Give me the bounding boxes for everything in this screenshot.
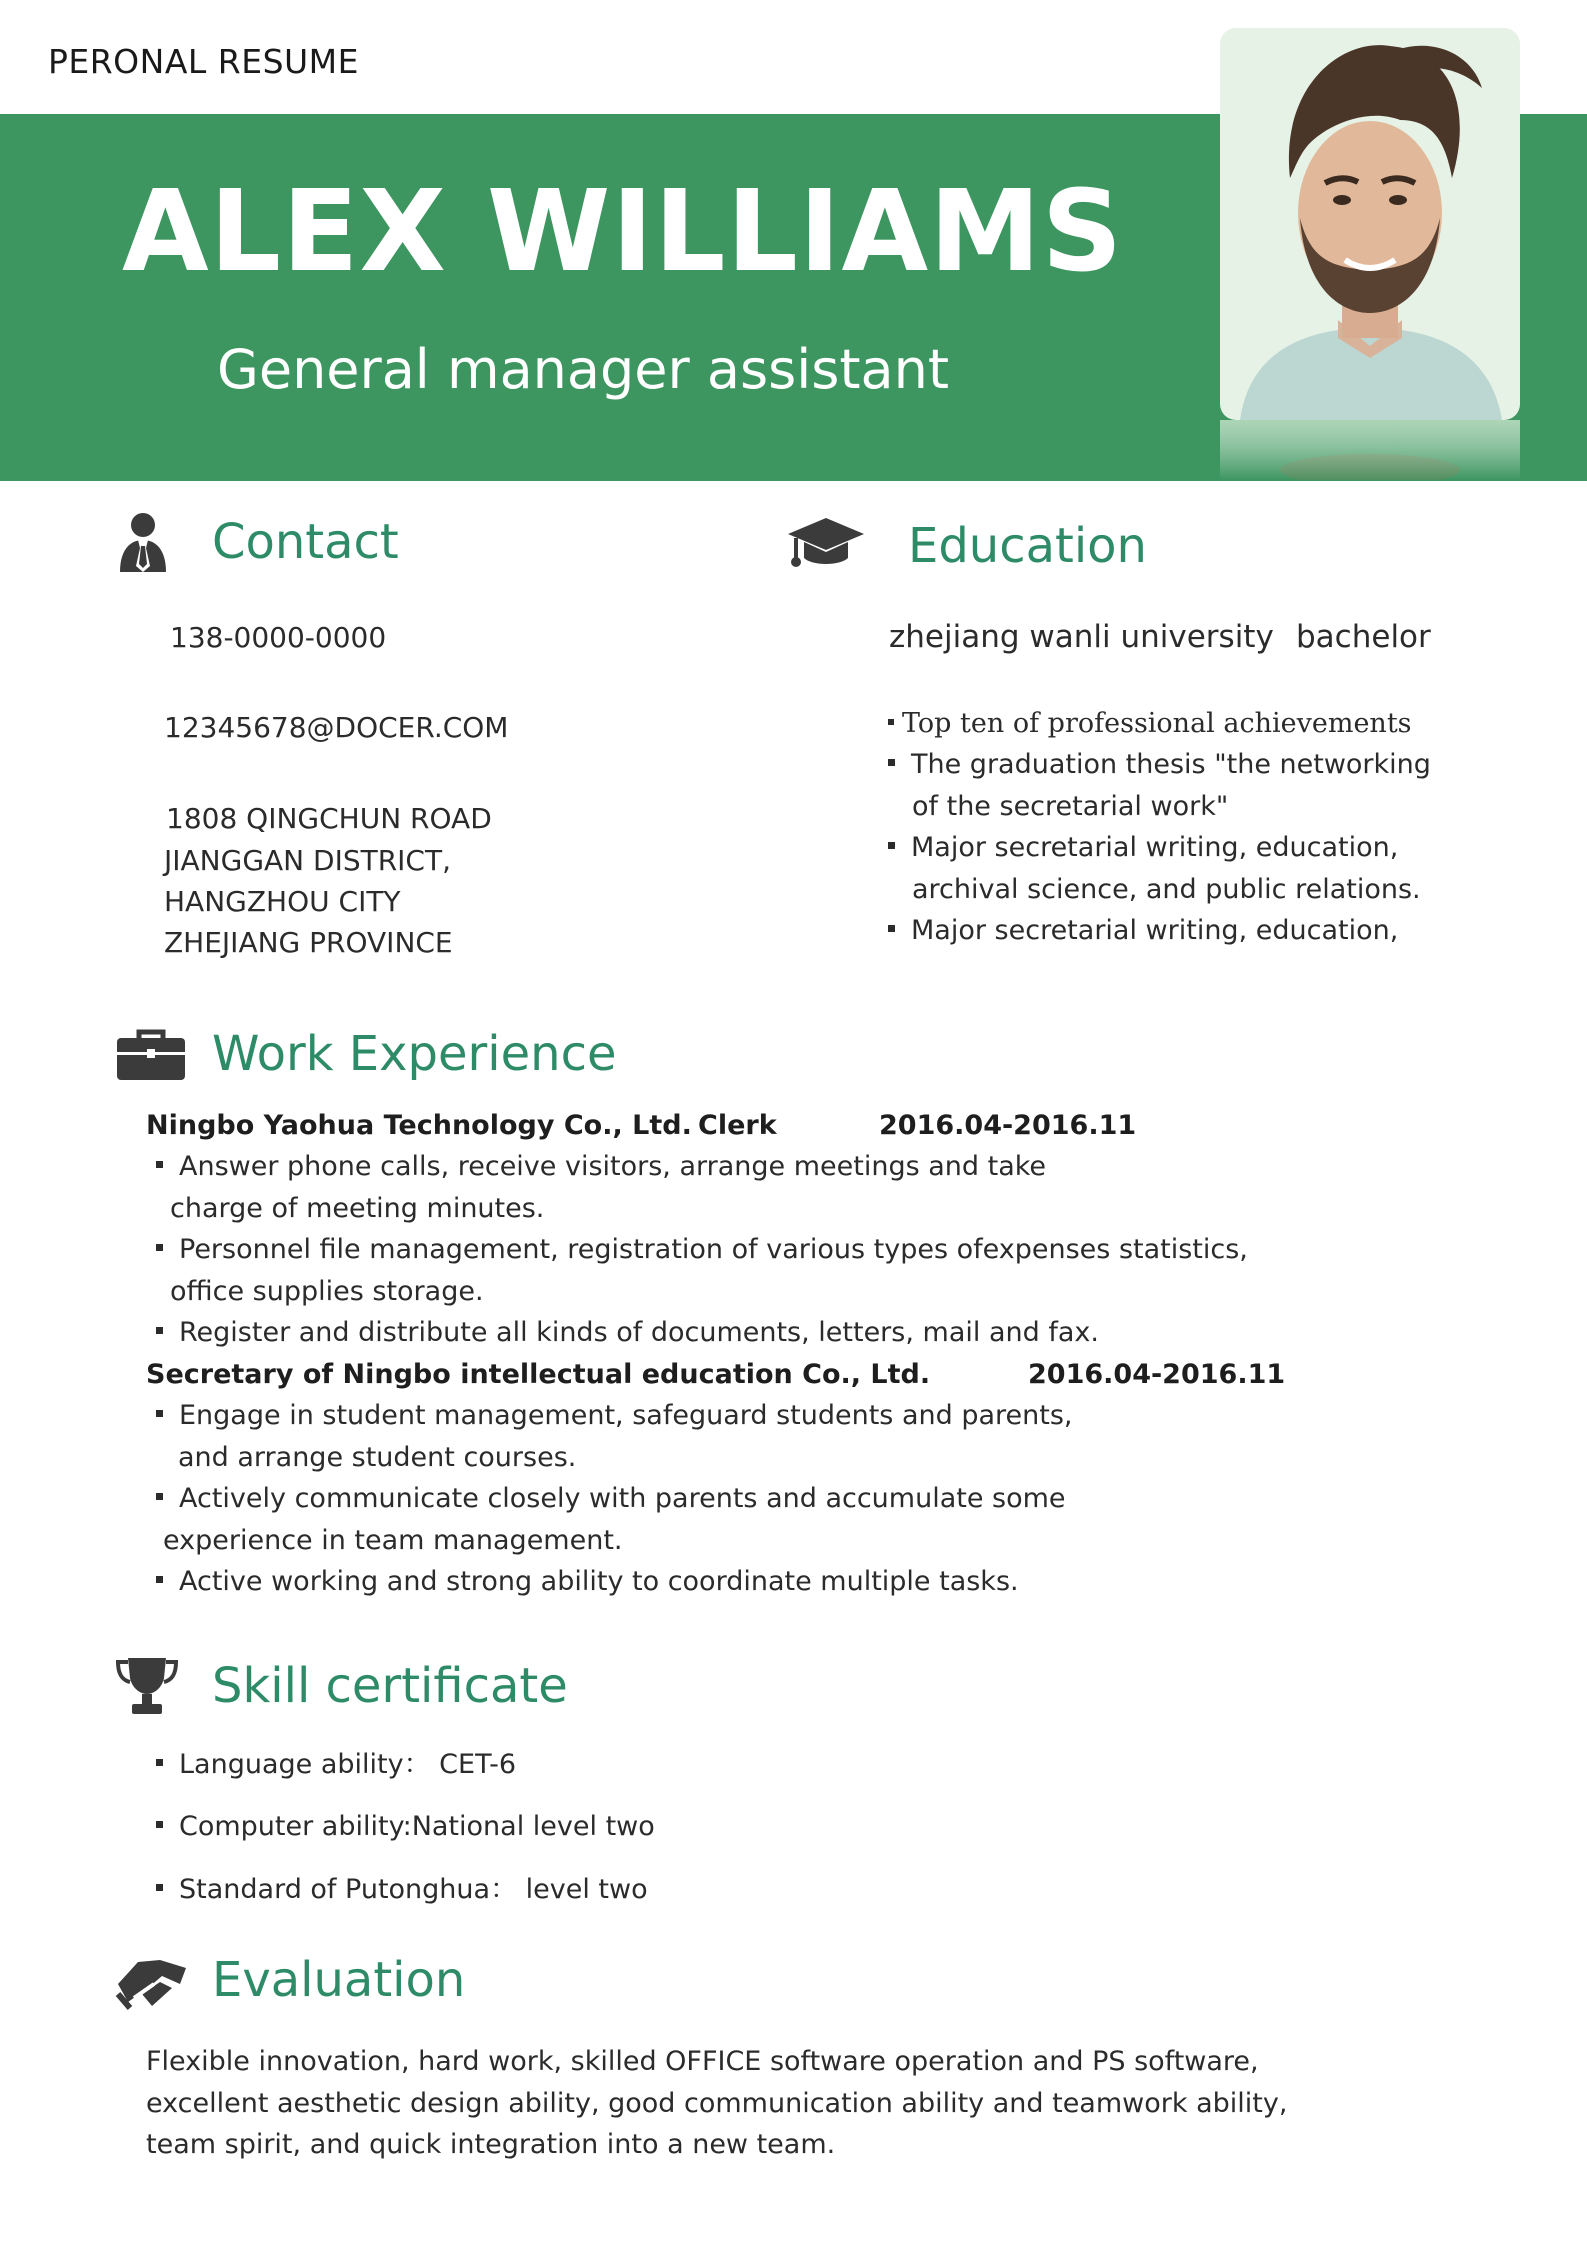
degree: bachelor — [1296, 619, 1431, 655]
skills-heading: Skill certificate — [212, 1658, 568, 1714]
address-line-1: 1808 QINGCHUN ROAD — [166, 802, 492, 835]
contact-heading: Contact — [212, 514, 399, 570]
person-icon — [112, 510, 174, 572]
education-item-continued: archival science, and public relations. — [912, 874, 1421, 905]
skill-item: Standard of Putonghua： level two — [156, 1876, 648, 1903]
education-item: Major secretarial writing, education, — [888, 917, 1398, 944]
trophy-icon — [114, 1654, 180, 1716]
job-1-duty-continued: office supplies storage. — [170, 1276, 484, 1307]
address-line-4: ZHEJIANG PROVINCE — [164, 926, 453, 959]
job-1-period: 2016.04-2016.11 — [879, 1110, 1137, 1141]
profile-photo — [1220, 28, 1520, 420]
evaluation-line: team spirit, and quick integration into a new team. — [146, 2129, 836, 2160]
skill-item: Language ability： CET-6 — [156, 1751, 516, 1778]
address-line-2: JIANGGAN DISTRICT, — [164, 844, 451, 877]
evaluation-heading: Evaluation — [212, 1952, 466, 2008]
job-1-duty: Register and distribute all kinds of documents, letters, mail and fax. — [156, 1319, 1099, 1346]
job-title: General manager assistant — [217, 338, 950, 401]
briefcase-icon — [115, 1028, 187, 1082]
job-1-duty: Answer phone calls, receive visitors, arrange meetings and take — [156, 1153, 1046, 1180]
job-1-duty-continued: charge of meeting minutes. — [170, 1193, 545, 1224]
job-2-duty: Engage in student management, safeguard students and parents, — [156, 1402, 1072, 1429]
job-2-period: 2016.04-2016.11 — [1028, 1359, 1286, 1390]
work-heading: Work Experience — [212, 1026, 617, 1082]
education-item: Top ten of professional achievements — [888, 710, 1412, 737]
candidate-name: ALEX WILLIAMS — [122, 167, 1124, 297]
contact-email: 12345678@DOCER.COM — [164, 711, 509, 744]
skill-item: Computer ability:National level two — [156, 1813, 655, 1840]
job-1-company: Ningbo Yaohua Technology Co., Ltd. — [146, 1110, 692, 1141]
contact-phone: 138-0000-0000 — [170, 621, 387, 654]
evaluation-line: excellent aesthetic design ability, good communication ability and teamwork ability, — [146, 2088, 1288, 2119]
education-item: Major secretarial writing, education, — [888, 834, 1398, 861]
address-line-3: HANGZHOU CITY — [164, 885, 401, 918]
job-1-role: Clerk — [698, 1110, 777, 1141]
job-1-duty: Personnel file management, registration of various types ofexpenses statistics, — [156, 1236, 1248, 1263]
job-2-duty: Active working and strong ability to coordinate multiple tasks. — [156, 1568, 1019, 1595]
handshake-icon — [114, 1954, 190, 2012]
job-2-duty-continued: and arrange student courses. — [178, 1442, 577, 1473]
school-name: zhejiang wanli university — [889, 619, 1274, 655]
education-item: The graduation thesis "the networking — [888, 751, 1431, 778]
evaluation-line: Flexible innovation, hard work, skilled OFFICE software operation and PS software, — [146, 2046, 1259, 2077]
job-2-duty-continued: experience in team management. — [163, 1525, 623, 1556]
photo-reflection — [1220, 420, 1520, 480]
education-item-continued: of the secretarial work" — [912, 791, 1229, 822]
education-heading: Education — [908, 518, 1147, 574]
job-2-company: Secretary of Ningbo intellectual education Co., Ltd. — [146, 1359, 931, 1390]
document-label: PERONAL RESUME — [48, 42, 359, 81]
job-2-duty: Actively communicate closely with parents and accumulate some — [156, 1485, 1066, 1512]
graduation-cap-icon — [786, 516, 866, 572]
